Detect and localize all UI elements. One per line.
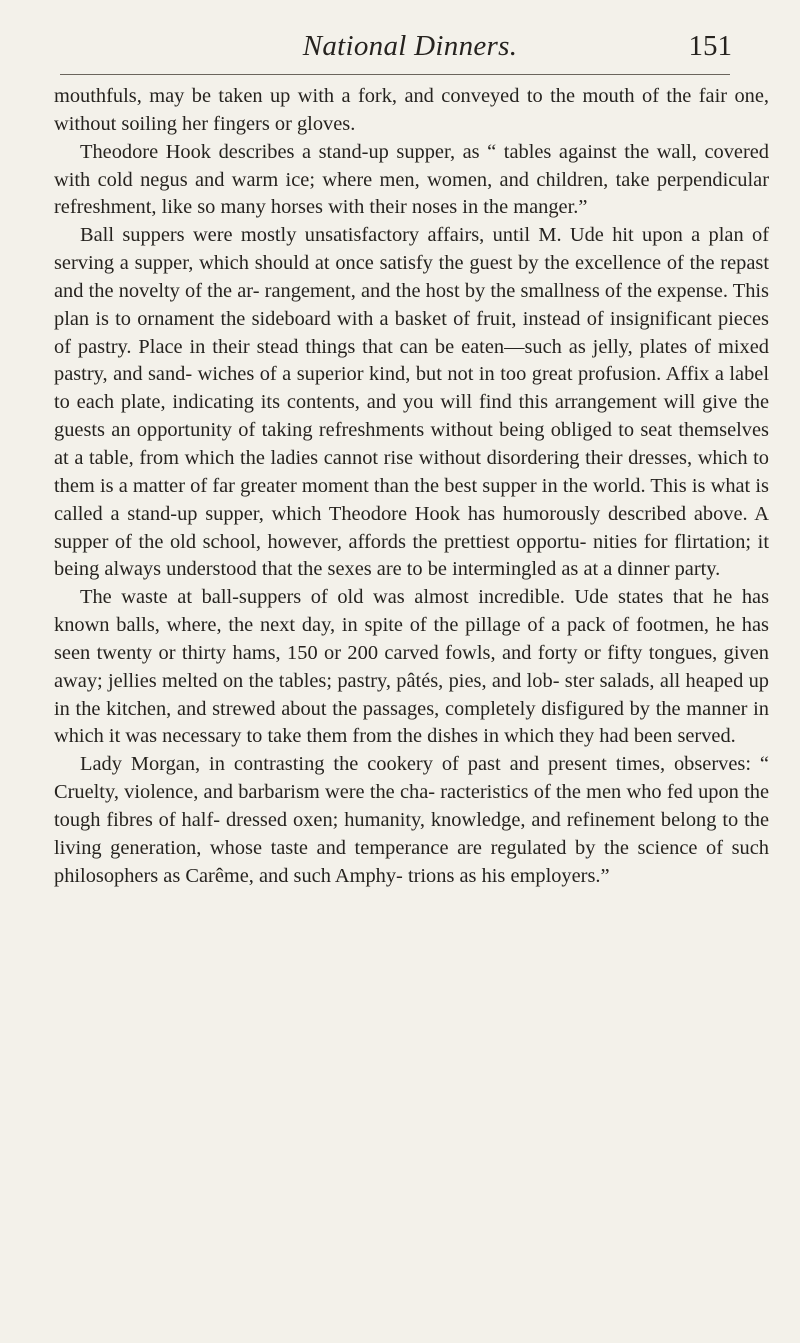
paragraph-theodore-hook-quote: Theodore Hook describes a stand-up supper, as “ tables against the wall, covered with cold negus and warm ice; where men, women, and children, take perpendicular refreshment, like so many horses with their noses in the manger.” <box>54 140 769 219</box>
paragraph-continued: mouthfuls, may be taken up with a fork, and conveyed to the mouth of the fair one, without soiling her fingers or gloves. <box>54 85 769 135</box>
paragraph-ball-suppers: Ball suppers were mostly unsatisfactory affairs, until M. Ude hit upon a plan of serving a supper, which should at once satisfy the guest by the excellence of the repast and the novelty of the ar- rangement, and the host by the smallness of the expense. This plan is to ornament the sideboard with a basket of fruit, instead of insignificant pieces of pastry. Place in their stead things that can be eaten—such as jelly, plates of mixed pastry, and sand- wiches of a superior kind, but not in too great profusion. Affix a label to each plate, indicating its contents, and you will find this arrangement will give the guests an opportunity of taking refreshments without being obliged to seat themselves at a table, from which the ladies cannot rise without disordering their dresses, which to them is a matter of far greater moment than the best supper in the world. This is what is called a stand-up supper, which Theodore Hook has humorously described above. A supper of the old school, however, affords the prettiest opportu- nities for flirtation; it being always understood that the sexes are to be intermingled as at a dinner party. <box>54 224 769 581</box>
paragraph-waste-at-ball-suppers: The waste at ball-suppers of old was almost incredible. Ude states that he has known balls, where, the next day, in spite of the pillage of a pack of footmen, he has seen twenty or thirty hams, 150 or 200 carved fowls, and forty or fifty tongues, given away; jellies melted on the tables; pastry, pâtés, pies, and lob- ster salads, all heaped up in the kitchen, and strewed about the passages, completely disfigured by the manner in which it was necessary to take them from the dishes in which they had been served. <box>54 586 769 748</box>
body-text <box>54 83 769 890</box>
running-head-title: National Dinners. <box>302 30 518 62</box>
paragraph-lady-morgan: Lady Morgan, in contrasting the cookery of past and present times, observes: “ Cruelty, violence, and barbarism were the cha- racteristics of the men who fed upon the tough fibres of half- dressed oxen; humanity, knowledge, and refinement belong to the living generation, whose taste and temperance are regulated by the science of such philosophers as Carême, and such Amphy- trions as his employers.” <box>54 753 769 887</box>
page-number: 151 <box>688 30 732 62</box>
running-head <box>60 22 760 78</box>
header-rule <box>60 74 730 75</box>
